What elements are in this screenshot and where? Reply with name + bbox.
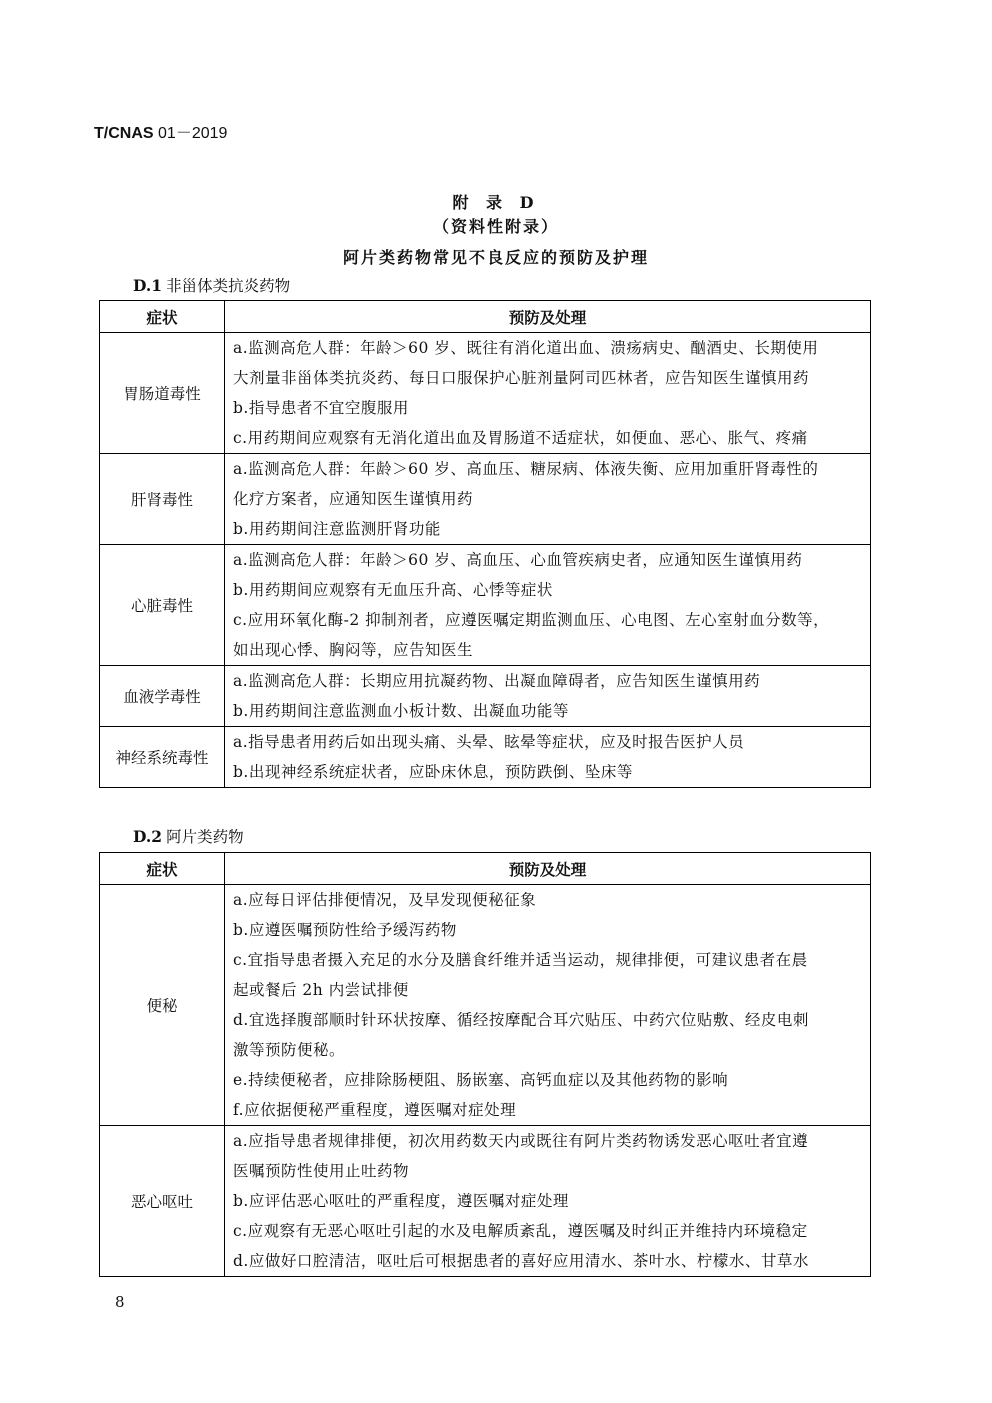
measure-line: a.应指导患者规律排便，初次用药数天内或既往有阿片类药物诱发恶心呕吐者宜遵 <box>233 1132 809 1150</box>
measure-line: f.应依据便秘严重程度，遵医嘱对症处理 <box>233 1101 517 1119</box>
nsaid-table <box>99 300 871 788</box>
measure-line: a.监测高危人群：年龄＞60 岁、高血压、心血管疾病史者，应通知医生谨慎用药 <box>233 551 803 569</box>
section-number: D.1 <box>133 276 163 295</box>
measure-line: b.指导患者不宜空腹服用 <box>233 399 409 417</box>
page-number: 8 <box>115 1293 125 1311</box>
column-header-symptom: 症状 <box>100 853 225 885</box>
measure-line: 起或餐后 2h 内尝试排便 <box>233 981 409 999</box>
symptom-cell: 恶心呕吐 <box>100 1126 225 1277</box>
symptom-cell: 神经系统毒性 <box>100 727 225 788</box>
section-d2-heading <box>133 825 244 847</box>
measure-line: e.持续便秘者，应排除肠梗阻、肠嵌塞、高钙血症以及其他药物的影响 <box>233 1071 729 1089</box>
symptom-cell: 胃肠道毒性 <box>100 333 225 454</box>
table-row <box>100 666 871 727</box>
measure-line: c.应用环氧化酶-2 抑制剂者，应遵医嘱定期监测血压、心电图、左心室射血分数等， <box>233 611 830 629</box>
column-header-measures: 预防及处理 <box>225 301 871 333</box>
symptom-cell: 便秘 <box>100 885 225 1126</box>
measures-cell <box>225 545 871 666</box>
measure-line: c.宜指导患者摄入充足的水分及膳食纤维并适当运动，规律排便，可建议患者在晨 <box>233 951 808 969</box>
column-header-measures: 预防及处理 <box>225 853 871 885</box>
section-d1-heading <box>133 274 290 296</box>
table-row <box>100 885 871 1126</box>
table-row <box>100 454 871 545</box>
measure-line: a.监测高危人群：年龄＞60 岁、既往有消化道出血、溃疡病史、酗酒史、长期使用 <box>233 339 819 357</box>
symptom-cell: 血液学毒性 <box>100 666 225 727</box>
standard-code: T/CNAS <box>94 125 154 142</box>
section-title: 阿片类药物 <box>166 828 244 846</box>
measure-line: a.监测高危人群：长期应用抗凝药物、出凝血障碍者，应告知医生谨慎用药 <box>233 672 761 690</box>
symptom-cell: 肝肾毒性 <box>100 454 225 545</box>
symptom-cell: 心脏毒性 <box>100 545 225 666</box>
measure-line: 大剂量非甾体类抗炎药、每日口服保护心脏剂量阿司匹林者，应告知医生谨慎用药 <box>233 369 810 387</box>
column-header-symptom: 症状 <box>100 301 225 333</box>
measure-line: a.监测高危人群：年龄＞60 岁、高血压、糖尿病、体液失衡、应用加重肝肾毒性的 <box>233 460 819 478</box>
measure-line: c.用药期间应观察有无消化道出血及胃肠道不适症状，如便血、恶心、胀气、疼痛 <box>233 429 808 447</box>
measures-cell <box>225 885 871 1126</box>
appendix-subtitle: （资料性附录） <box>432 217 559 236</box>
section-title: 非甾体类抗炎药物 <box>166 277 291 295</box>
measure-line: d.宜选择腹部顺时针环状按摩、循经按摩配合耳穴贴压、中药穴位贴敷、经皮电刺 <box>233 1011 809 1029</box>
appendix-title: 附 录 D <box>452 193 540 212</box>
appendix-main-title: 阿片类药物常见不良反应的预防及护理 <box>342 248 649 267</box>
measures-cell <box>225 666 871 727</box>
measure-line: a.指导患者用药后如出现头痛、头晕、眩晕等症状，应及时报告医护人员 <box>233 733 745 751</box>
measure-line: 医嘱预防性使用止吐药物 <box>233 1162 410 1180</box>
measure-line: 如出现心悸、胸闷等，应告知医生 <box>233 641 474 659</box>
measure-line: 化疗方案者，应通知医生谨慎用药 <box>233 490 474 508</box>
measures-cell <box>225 727 871 788</box>
measures-cell <box>225 1126 871 1277</box>
measures-cell <box>225 333 871 454</box>
table-row <box>100 545 871 666</box>
table-header-row <box>100 301 871 333</box>
measure-line: b.用药期间注意监测血小板计数、出凝血功能等 <box>233 702 569 720</box>
table-row <box>100 1126 871 1277</box>
table-row <box>100 727 871 788</box>
measure-line: b.应遵医嘱预防性给予缓泻药物 <box>233 921 457 939</box>
measure-line: b.应评估恶心呕吐的严重程度，遵医嘱对症处理 <box>233 1192 569 1210</box>
document-code <box>94 120 227 143</box>
measure-line: a.应每日评估排便情况，及早发现便秘征象 <box>233 891 537 909</box>
standard-number: 01－2019 <box>158 125 228 142</box>
measure-line: b.用药期间注意监测肝肾功能 <box>233 520 441 538</box>
table-row <box>100 333 871 454</box>
opioid-table <box>99 852 871 1277</box>
measure-line: c.应观察有无恶心呕吐引起的水及电解质紊乱，遵医嘱及时纠正并维持内环境稳定 <box>233 1222 808 1240</box>
measure-line: b.出现神经系统症状者，应卧床休息，预防跌倒、坠床等 <box>233 763 633 781</box>
measures-cell <box>225 454 871 545</box>
measure-line: b.用药期间应观察有无血压升高、心悸等症状 <box>233 581 553 599</box>
measure-line: 激等预防便秘。 <box>233 1041 346 1059</box>
table-header-row <box>100 853 871 885</box>
measure-line: d.应做好口腔清洁，呕吐后可根据患者的喜好应用清水、茶叶水、柠檬水、甘草水 <box>233 1252 809 1270</box>
section-number: D.2 <box>133 827 163 846</box>
